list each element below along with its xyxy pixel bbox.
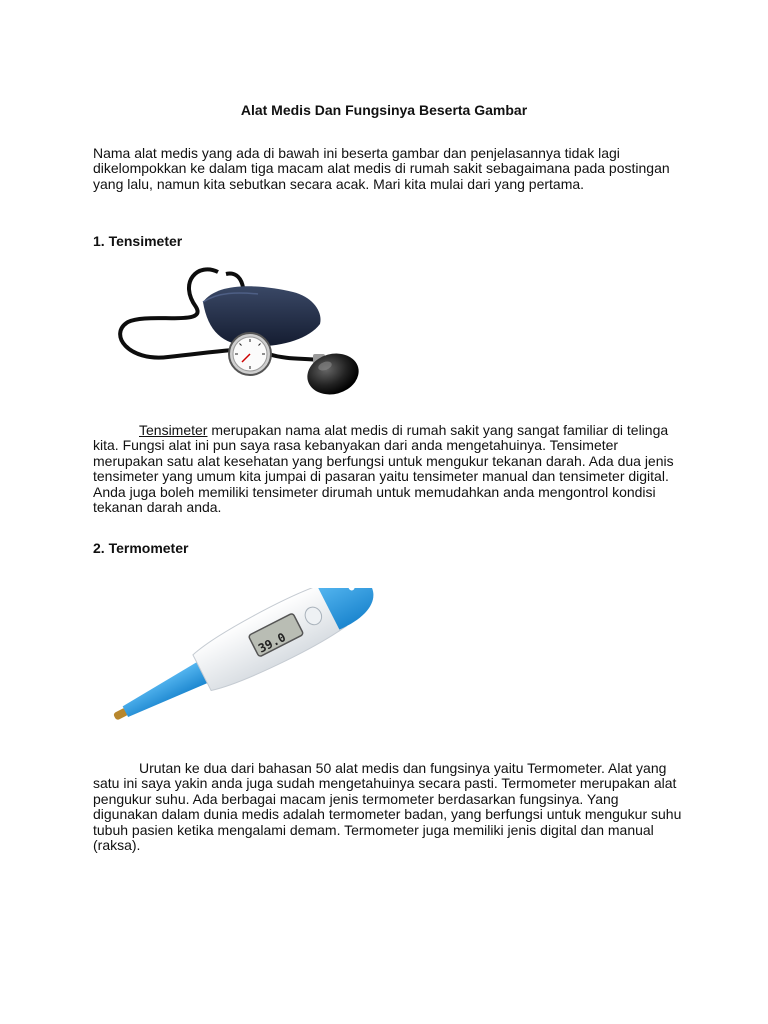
section-heading-tensimeter: 1. Tensimeter	[93, 233, 183, 249]
tensimeter-link-word[interactable]: Tensimeter	[139, 422, 208, 438]
intro-paragraph: Nama alat medis yang ada di bawah ini beserta gambar dan penjelasannya tidak lagi dikelompokkan ke dalam tiga macam alat medis di rumah sakit sebagaimana pada postingan yang lalu, namun kita sebutkan secara acak. Mari kita mulai dari yang pertama.	[93, 145, 670, 192]
digital-thermometer-image	[108, 588, 378, 720]
document-title: Alat Medis Dan Fungsinya Beserta Gambar	[240, 102, 528, 118]
tensimeter-body-text: merupakan nama alat medis di rumah sakit yang sangat familiar di telinga kita. Fungsi alat ini pun saya rasa kebanyakan dari anda mengetahuinya. Tensimeter merupakan satu alat kesehatan yang berfungsi untuk mengukur tekanan darah. Ada dua jenis tensimeter yang umum kita jumpai di pasaran yaitu tensimeter manual dan tensimeter digital. Anda juga boleh memiliki tensimeter dirumah untuk memudahkan anda mengontrol kondisi tekanan darah anda.	[93, 422, 674, 516]
termometer-paragraph	[93, 761, 683, 853]
section-heading-termometer: 2. Termometer	[93, 540, 189, 556]
tensimeter-paragraph	[93, 423, 683, 515]
sphygmomanometer-image	[108, 262, 388, 402]
thermometer-display-reading: 39.0	[256, 630, 289, 656]
termometer-body-text: Urutan ke dua dari bahasan 50 alat medis dan fungsinya yaitu Termometer. Alat yang satu ini saya yakin anda juga sudah mengetahuinya secara pasti. Termometer merupakan alat pengukur suhu. Ada berbagai macam jenis termometer berdasarkan fungsinya. Yang digunakan dalam dunia medis adalah termometer badan, yang berfungsi untuk mengukur suhu tubuh pasien ketika mengalami demam. Termometer juga memiliki jenis digital dan manual (raksa).	[93, 760, 682, 854]
